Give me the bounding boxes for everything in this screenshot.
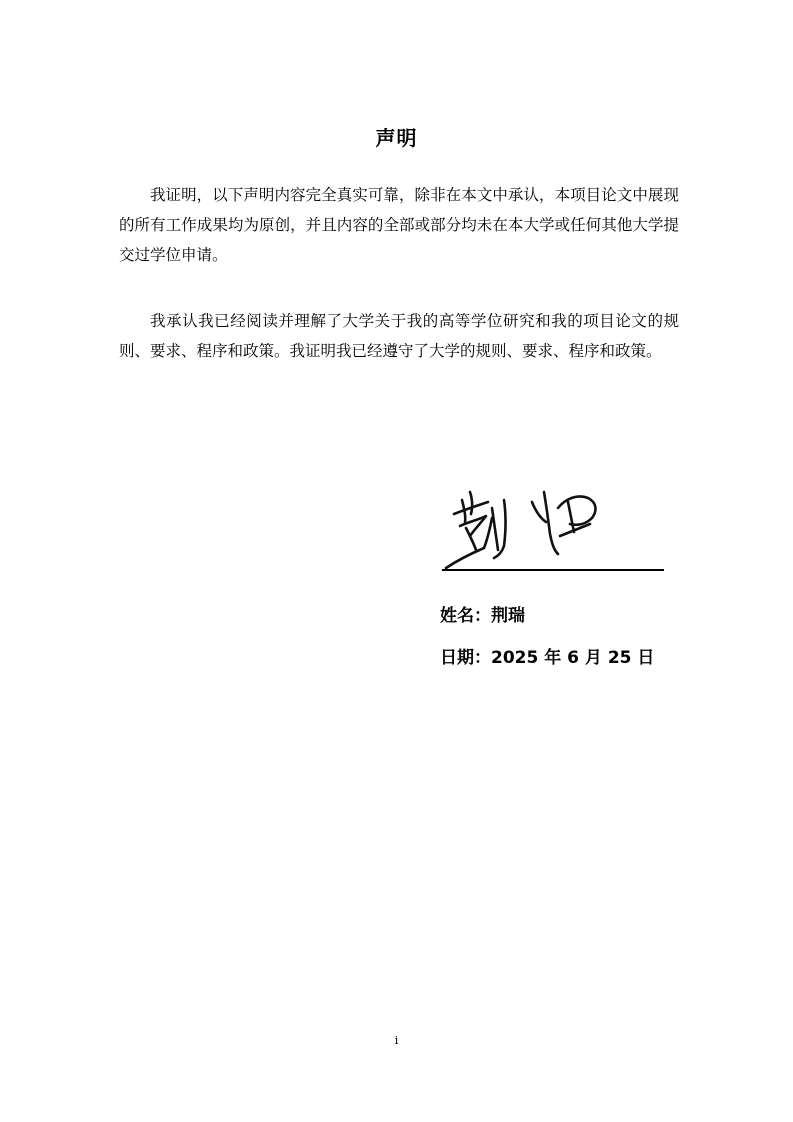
date-field xyxy=(440,646,654,670)
page-title: 声明 xyxy=(375,126,418,150)
date-label: 日期： xyxy=(440,648,491,668)
page-number: i xyxy=(394,1034,399,1047)
name-label: 姓名： xyxy=(440,606,491,626)
handwritten-signature xyxy=(440,478,610,572)
signature-line xyxy=(442,569,664,571)
date-value: 2025 年 6 月 25 日 xyxy=(491,648,655,668)
declaration-paragraph-1: 我证明，以下声明内容完全真实可靠，除非在本文中承认，本项目论文中展现的所有工作成果均为原创，并且内容的全部或部分均未在本大学或任何其他大学提交过学位申请。 xyxy=(119,186,679,264)
name-value: 荆瑞 xyxy=(491,606,525,626)
name-field xyxy=(440,604,525,628)
declaration-paragraph-2: 我承认我已经阅读并理解了大学关于我的高等学位研究和我的项目论文的规则、要求、程序和政策。我证明我已经遵守了大学的规则、要求、程序和政策。 xyxy=(119,312,679,360)
